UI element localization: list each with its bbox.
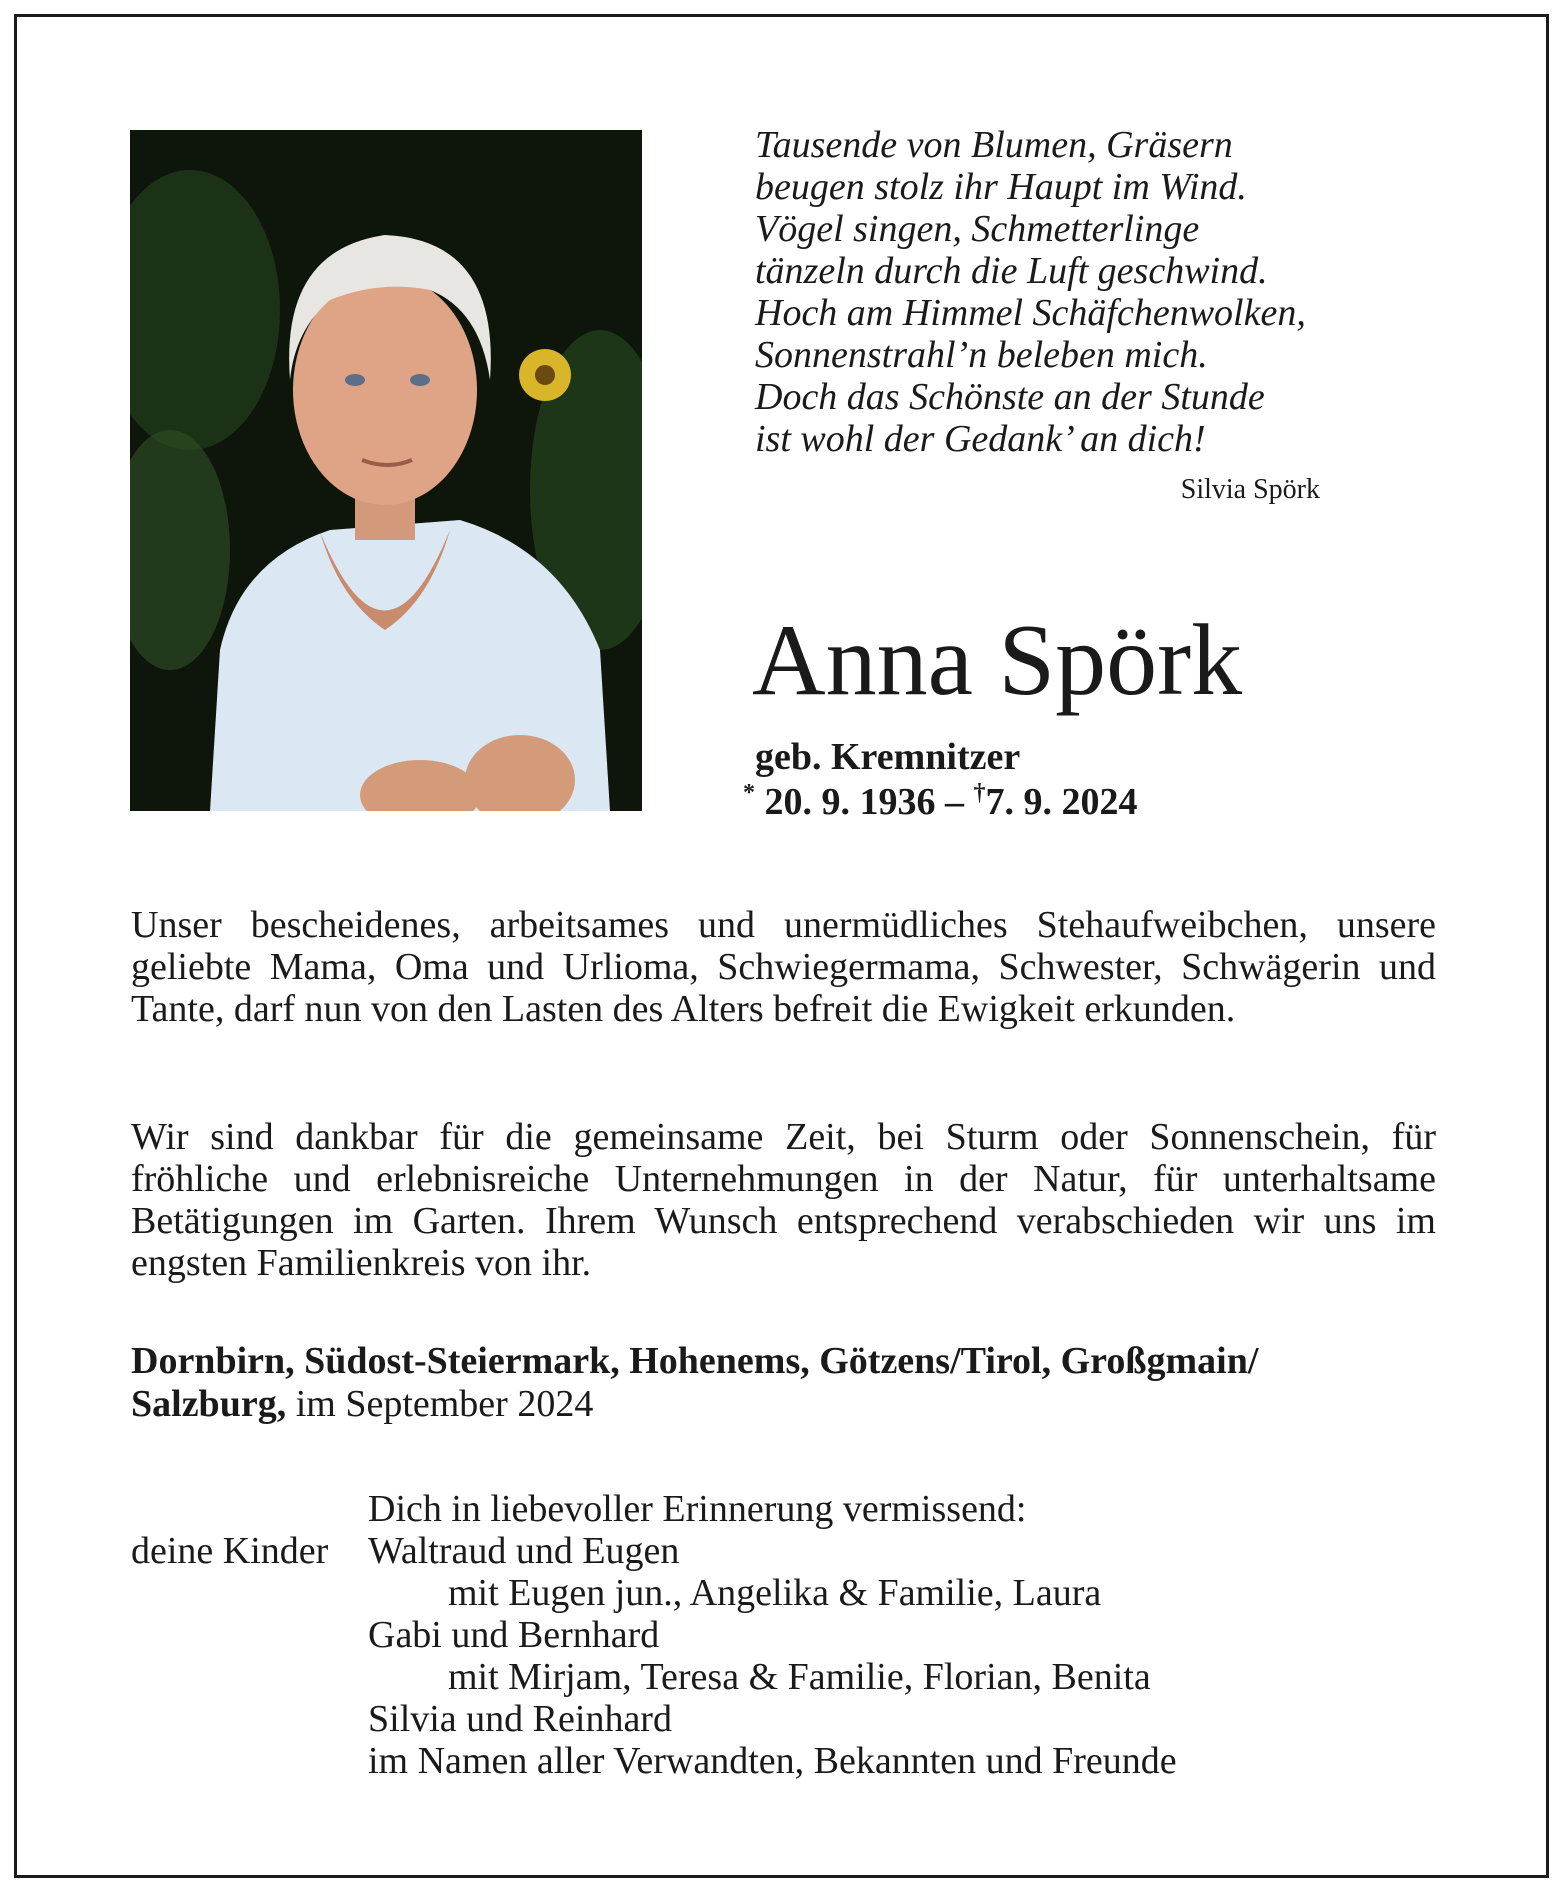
poem-line: beugen stolz ihr Haupt im Wind. — [755, 166, 1247, 208]
death-date: 7. 9. 2024 — [985, 781, 1138, 823]
poem — [755, 124, 1375, 460]
mourner-line: Waltraud und Eugen — [368, 1530, 680, 1572]
poem-line: tänzeln durch die Luft geschwind. — [755, 250, 1268, 292]
birth-symbol: * — [743, 780, 755, 806]
poem-line: Sonnenstrahl’n beleben mich. — [755, 334, 1208, 376]
mourner-line: im Namen aller Verwandten, Bekannten und Freunde — [368, 1740, 1177, 1782]
poem-line: Hoch am Himmel Schäfchenwolken, — [755, 292, 1306, 334]
portrait-photo — [130, 130, 642, 811]
mourner-line: mit Eugen jun., Angelika & Familie, Laura — [448, 1572, 1102, 1614]
maiden-name: geb. Kremnitzer — [755, 736, 1021, 778]
poem-author: Silvia Spörk — [1180, 474, 1320, 505]
mourners-intro: Dich in liebevoller Erinnerung vermissend: — [368, 1488, 1027, 1530]
poem-line: Vögel singen, Schmetterlinge — [755, 208, 1200, 250]
mourner-line: mit Mirjam, Teresa & Familie, Florian, Benita — [448, 1656, 1151, 1698]
places-and-date — [131, 1340, 1491, 1426]
tribute-paragraph: Unser bescheidenes, arbeitsames und unermüdliches Stehaufweibchen, unsere geliebte Mama, Oma und Urlioma, Schwiegermama, Schwester, Schwägerin und Tante, darf nun von den Lasten des Alters befreit die Ewigkeit erkunden. — [131, 904, 1436, 1030]
children-label: deine Kinder — [131, 1530, 329, 1572]
deceased-name: Anna Spörk — [752, 604, 1243, 717]
life-dates — [743, 780, 1138, 824]
death-symbol: † — [973, 780, 986, 806]
places-last: Salzburg, — [131, 1383, 287, 1425]
notice-date: im September 2024 — [286, 1383, 594, 1425]
date-separator: – — [935, 781, 974, 823]
places-line: Dornbirn, Südost-Steiermark, Hohenems, Götzens/Tirol, Großgmain/ — [131, 1340, 1259, 1382]
poem-line: Doch das Schönste an der Stunde — [755, 376, 1265, 418]
portrait-illustration — [130, 130, 642, 811]
mourners-list — [131, 1488, 1431, 1782]
mourner-line: Silvia und Reinhard — [368, 1698, 672, 1740]
gratitude-paragraph: Wir sind dankbar für die gemeinsame Zeit, bei Sturm oder Sonnenschein, für fröhliche und erlebnisreiche Unternehmungen in der Natur, für unterhaltsame Betätigungen im Garten. Ihrem Wunsch entsprechend verabschieden wir uns im engsten Familienkreis von ihr. — [131, 1116, 1436, 1284]
poem-line: Tausende von Blumen, Gräsern — [755, 124, 1233, 166]
poem-line: ist wohl der Gedank’ an dich! — [755, 418, 1206, 460]
mourner-line: Gabi und Bernhard — [368, 1614, 660, 1656]
birth-date: 20. 9. 1936 — [764, 781, 936, 823]
